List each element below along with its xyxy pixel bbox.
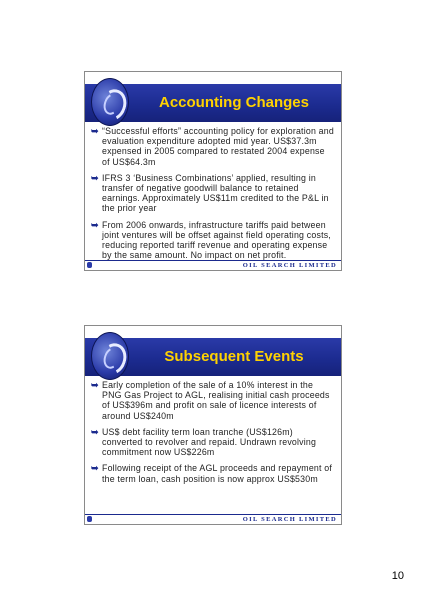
arrow-icon: ➥ bbox=[91, 463, 99, 474]
footer-company-logo: OIL SEARCH LIMITED bbox=[240, 261, 337, 270]
bullet-list bbox=[91, 126, 335, 266]
bullet-text: Early completion of the sale of a 10% interest in the PNG Gas Project to AGL, realising initial cash proceeds of US$396m and profit on sale of licence interests of around US$240m bbox=[102, 380, 330, 421]
slide-title: Subsequent Events bbox=[164, 348, 304, 365]
slide-subsequent-events bbox=[84, 325, 342, 525]
footer-mark-icon bbox=[87, 516, 92, 522]
bullet-list bbox=[91, 380, 335, 490]
bullet-text: US$ debt facility term loan tranche (US$126m) converted to revolver and repaid. Undrawn revolving commitment now US$226m bbox=[102, 426, 317, 458]
slide-accounting-changes bbox=[84, 71, 342, 271]
page-number: 10 bbox=[391, 570, 404, 582]
bullet-text: “Successful efforts” accounting policy for exploration and evaluation expenditure adopted mid year. US$37.3m expensed in 2005 compared to restated 2004 expense of US$64.3m bbox=[102, 126, 334, 167]
arrow-icon: ➥ bbox=[91, 172, 99, 183]
bullet-item bbox=[91, 173, 335, 214]
arrow-icon: ➥ bbox=[91, 426, 99, 437]
slide-title: Accounting Changes bbox=[158, 94, 309, 111]
globe-logo-icon bbox=[91, 332, 129, 380]
bullet-item bbox=[91, 380, 335, 421]
bullet-text: IFRS 3 ‘Business Combinations’ applied, resulting in transfer of negative goodwill balance to retained earnings. Approximately US$11m credited to the P&L in the prior year bbox=[102, 172, 329, 214]
arrow-icon: ➥ bbox=[91, 380, 99, 390]
arrow-icon: ➥ bbox=[91, 219, 99, 230]
footer-mark-icon bbox=[87, 262, 92, 268]
globe-logo-icon bbox=[91, 78, 129, 126]
footer-company-logo: OIL SEARCH LIMITED bbox=[240, 515, 337, 524]
arrow-icon: ➥ bbox=[91, 126, 99, 136]
bullet-item bbox=[91, 220, 335, 261]
bullet-item bbox=[91, 126, 335, 167]
bullet-item bbox=[91, 427, 335, 458]
bullet-text: Following receipt of the AGL proceeds and repayment of the term loan, cash position is now approx US$530m bbox=[102, 463, 333, 484]
bullet-text: From 2006 onwards, infrastructure tariffs paid between joint ventures will be offset against field operating costs, reducing reported tariff revenue and operating expense by the same amount. No impact on net profit. bbox=[102, 219, 331, 261]
bullet-item bbox=[91, 463, 335, 483]
